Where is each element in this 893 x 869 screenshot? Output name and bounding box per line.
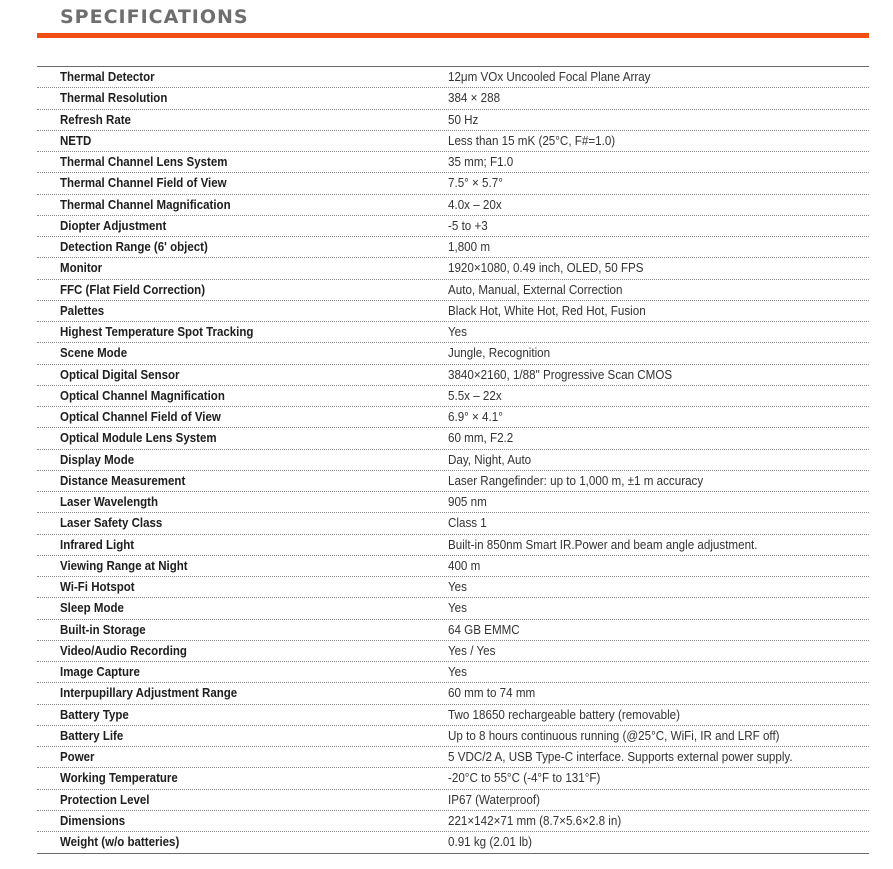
spec-row [37,131,869,152]
spec-value: 60 mm to 74 mm [448,686,536,701]
spec-row [37,620,869,641]
spec-label: Sleep Mode [60,601,124,616]
spec-value: Up to 8 hours continuous running (@25°C, WiFi, IR and LRF off) [448,728,780,743]
spec-label: Highest Temperature Spot Tracking [60,325,254,339]
spec-value: Laser Rangefinder: up to 1,000 m, ±1 m accuracy [448,473,704,488]
spec-row [37,343,869,364]
spec-row [37,556,869,577]
spec-row [37,110,869,131]
spec-label: Monitor [60,261,103,276]
spec-value: 221×142×71 mm (8.7×5.6×2.8 in) [448,813,622,828]
spec-value: 50 Hz [448,112,479,127]
spec-row [37,513,869,534]
spec-row [37,280,869,301]
spec-label: Dimensions [60,813,126,828]
spec-row [37,173,869,194]
spec-label: Palettes [60,303,105,318]
spec-label: Weight (w/o batteries) [60,835,180,849]
spec-label: FFC (Flat Field Correction) [60,282,206,297]
spec-label: Optical Module Lens System [60,431,217,446]
spec-label: Optical Channel Magnification [60,388,225,403]
spec-value: 64 GB EMMC [448,622,520,637]
spec-row [37,301,869,322]
spec-label: Image Capture [60,665,140,679]
spec-value: 35 mm; F1.0 [448,155,514,169]
spec-label: Scene Mode [60,346,128,361]
spec-row [37,832,869,853]
spec-value: Black Hot, White Hot, Red Hot, Fusion [448,303,646,318]
spec-label: Working Temperature [60,771,178,786]
spec-label: Laser Safety Class [60,516,163,531]
spec-value: 1920×1080, 0.49 inch, OLED, 50 FPS [448,261,644,276]
spec-row [37,683,869,704]
spec-value: IP67 (Waterproof) [448,792,540,807]
spec-value: Built-in 850nm Smart IR.Power and beam angle adjustment. [448,537,758,552]
section-title: SPECIFICATIONS [60,6,249,28]
spec-row [37,365,869,386]
spec-value: Yes [448,580,467,594]
spec-label: Battery Type [60,707,129,722]
spec-value: 7.5° × 5.7° [448,176,503,191]
spec-value: -20°C to 55°C (-4°F to 131°F) [448,771,601,786]
spec-label: Thermal Channel Field of View [60,176,227,191]
spec-row [37,747,869,768]
spec-value: -5 to +3 [448,218,488,233]
spec-label: Infrared Light [60,537,135,552]
spec-label: Optical Channel Field of View [60,410,221,424]
spec-row [37,216,869,237]
spec-value: Yes [448,601,467,616]
spec-row [37,471,869,492]
spec-value: 400 m [448,558,481,573]
spec-row [37,258,869,279]
spec-row [37,705,869,726]
spec-label: Protection Level [60,792,150,807]
spec-row [37,641,869,662]
spec-value: Class 1 [448,516,487,531]
spec-label: Display Mode [60,452,135,467]
spec-value: 3840×2160, 1/88" Progressive Scan CMOS [448,367,673,382]
spec-label: Optical Digital Sensor [60,367,180,382]
spec-label: Detection Range (6' object) [60,240,208,254]
spec-row [37,450,869,471]
spec-value: 384 × 288 [448,91,501,106]
spec-label: Battery Life [60,728,124,743]
spec-row [37,577,869,598]
spec-label: Thermal Detector [60,70,155,84]
spec-label: Distance Measurement [60,473,186,488]
spec-row [37,428,869,449]
spec-label: Viewing Range at Night [60,558,188,573]
spec-label: Video/Audio Recording [60,643,187,658]
spec-value: 905 nm [448,495,487,509]
spec-label: NETD [60,133,92,148]
spec-value: 5 VDC/2 A, USB Type-C interface. Supports external power supply. [448,750,793,764]
spec-row [37,726,869,747]
spec-value: Less than 15 mK (25°C, F#=1.0) [448,133,616,148]
spec-row [37,492,869,513]
spec-row [37,386,869,407]
spec-value: 12μm VOx Uncooled Focal Plane Array [448,70,651,84]
spec-label: Thermal Channel Lens System [60,155,228,169]
spec-value: Yes [448,665,467,679]
spec-label: Laser Wavelength [60,495,158,509]
spec-label: Diopter Adjustment [60,218,167,233]
spec-row [37,790,869,811]
spec-label: Thermal Channel Magnification [60,197,231,212]
spec-row [37,152,869,173]
spec-value: Two 18650 rechargeable battery (removable) [448,707,680,722]
spec-value: 6.9° × 4.1° [448,410,503,424]
spec-label: Thermal Resolution [60,91,168,106]
spec-label: Power [60,750,95,764]
spec-row [37,768,869,789]
spec-row [37,535,869,556]
spec-row [37,195,869,216]
spec-label: Wi-Fi Hotspot [60,580,135,594]
specifications-table [37,66,869,854]
spec-value: Yes / Yes [448,643,496,658]
spec-label: Refresh Rate [60,112,131,127]
spec-value: 5.5x – 22x [448,388,502,403]
spec-row [37,88,869,109]
spec-row [37,322,869,343]
spec-row [37,598,869,619]
spec-value: Auto, Manual, External Correction [448,282,623,297]
spec-label: Built-in Storage [60,622,146,637]
spec-value: 1,800 m [448,240,491,254]
spec-value: Yes [448,325,467,339]
spec-value: Day, Night, Auto [448,452,532,467]
spec-value: 4.0x – 20x [448,197,502,212]
spec-row [37,662,869,683]
spec-value: 60 mm, F2.2 [448,431,514,446]
spec-row [37,67,869,88]
spec-row [37,811,869,832]
spec-row [37,407,869,428]
title-accent-bar [37,33,869,38]
spec-value: 0.91 kg (2.01 lb) [448,835,533,849]
spec-label: Interpupillary Adjustment Range [60,686,238,701]
spec-row [37,237,869,258]
spec-value: Jungle, Recognition [448,346,551,361]
